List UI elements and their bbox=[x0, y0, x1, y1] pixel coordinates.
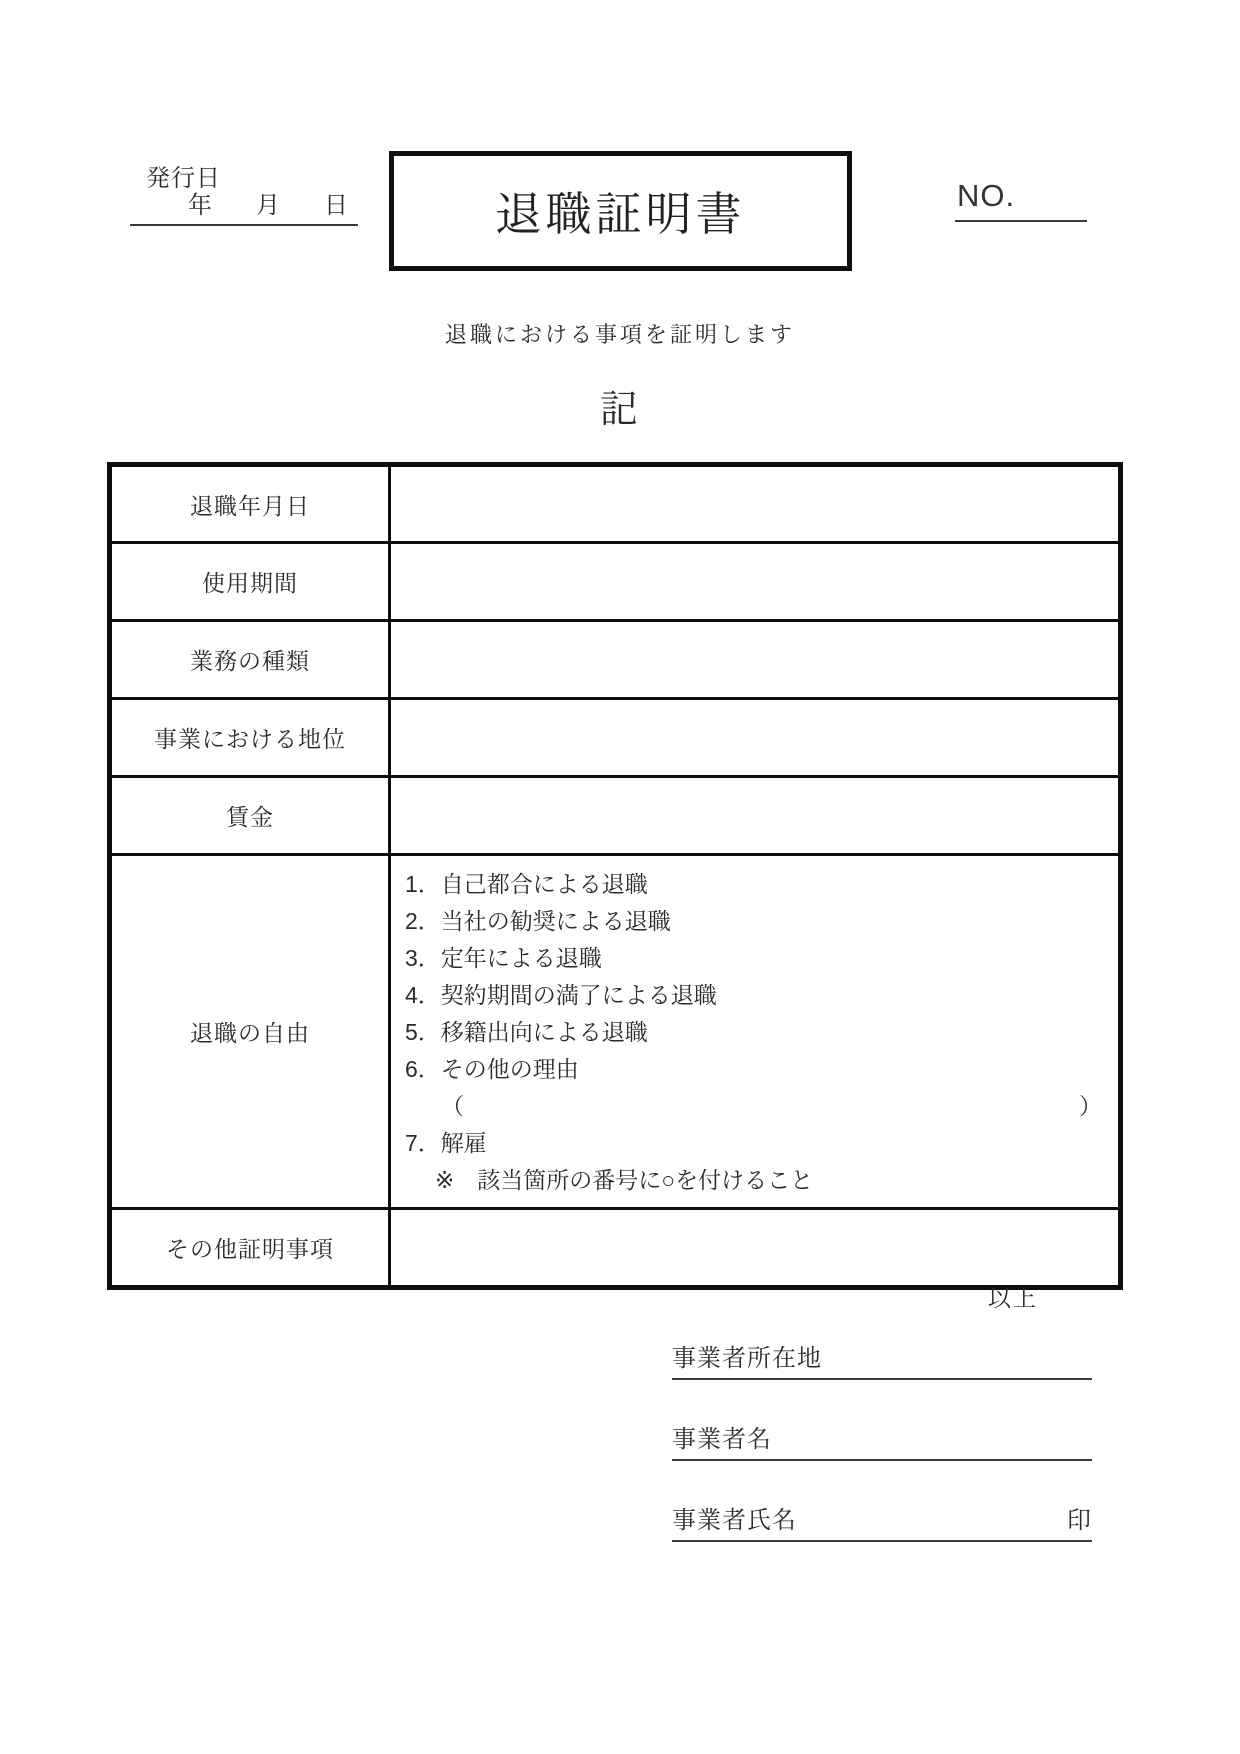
certification-statement: 退職における事項を証明します bbox=[444, 322, 795, 347]
table-row bbox=[110, 465, 1121, 543]
ki-heading: 記 bbox=[599, 389, 640, 431]
table-row bbox=[110, 777, 1121, 855]
row-value-type-of-work bbox=[390, 621, 1121, 699]
employer-representative-label: 事業者氏名 bbox=[672, 1507, 797, 1534]
closing-ijou: 以上 bbox=[988, 1285, 1038, 1311]
employer-name-field bbox=[672, 1421, 1092, 1461]
seal-mark: 印 bbox=[1067, 1507, 1092, 1534]
year-label: 年 bbox=[188, 192, 212, 219]
reason-item-2: 2．当社の勧奨による退職 bbox=[405, 908, 671, 934]
document-number-label: NO. bbox=[957, 178, 1016, 213]
row-label-wages: 賃金 bbox=[110, 777, 390, 855]
issue-date-blank-line bbox=[130, 186, 358, 226]
close-paren: ） bbox=[1079, 1093, 1102, 1119]
reason-item-4: 4．契約期間の満了による退職 bbox=[405, 982, 717, 1008]
row-value-wages bbox=[390, 777, 1121, 855]
row-value-retirement-date bbox=[390, 465, 1121, 543]
row-label-retirement-reason: 退職の自由 bbox=[110, 855, 390, 1209]
row-value-position bbox=[390, 699, 1121, 777]
row-value-other-certified-matters bbox=[390, 1209, 1121, 1288]
table-row bbox=[110, 1209, 1121, 1288]
row-label-retirement-date: 退職年月日 bbox=[110, 465, 390, 543]
reason-item-1: 1．自己都合による退職 bbox=[405, 871, 648, 897]
row-value-retirement-reason bbox=[390, 855, 1121, 1209]
circle-instruction-note: ※ 該当箇所の番号に○を付けること bbox=[435, 1167, 814, 1193]
document-title: 退職証明書 bbox=[495, 188, 746, 240]
signature-block bbox=[672, 1340, 1092, 1583]
row-value-employment-period bbox=[390, 543, 1121, 621]
row-label-type-of-work: 業務の種類 bbox=[110, 621, 390, 699]
month-label: 月 bbox=[256, 192, 280, 219]
reason-item-5: 5．移籍出向による退職 bbox=[405, 1019, 648, 1045]
document-number-field bbox=[955, 178, 1087, 222]
employer-name-label: 事業者名 bbox=[672, 1426, 772, 1453]
employer-address-field bbox=[672, 1340, 1092, 1380]
reason-item-3: 3．定年による退職 bbox=[405, 945, 602, 971]
document-title-box bbox=[389, 151, 852, 271]
table-row bbox=[110, 699, 1121, 777]
day-label: 日 bbox=[324, 192, 348, 219]
reason-item-7: 7．解雇 bbox=[405, 1130, 487, 1156]
open-paren: （ bbox=[441, 1093, 464, 1119]
row-label-other-certified-matters: その他証明事項 bbox=[110, 1209, 390, 1288]
table-row bbox=[110, 543, 1121, 621]
employer-representative-field bbox=[672, 1502, 1092, 1542]
certificate-table bbox=[107, 462, 1123, 1290]
employer-address-label: 事業者所在地 bbox=[672, 1345, 822, 1372]
issue-date-label: 発行日 bbox=[146, 165, 221, 192]
row-label-position: 事業における地位 bbox=[110, 699, 390, 777]
table-row bbox=[110, 621, 1121, 699]
table-row-retirement-reason bbox=[110, 855, 1121, 1209]
other-reason-blank-parens bbox=[405, 1088, 1102, 1125]
reason-item-6: 6．その他の理由 bbox=[405, 1056, 579, 1082]
row-label-employment-period: 使用期間 bbox=[110, 543, 390, 621]
